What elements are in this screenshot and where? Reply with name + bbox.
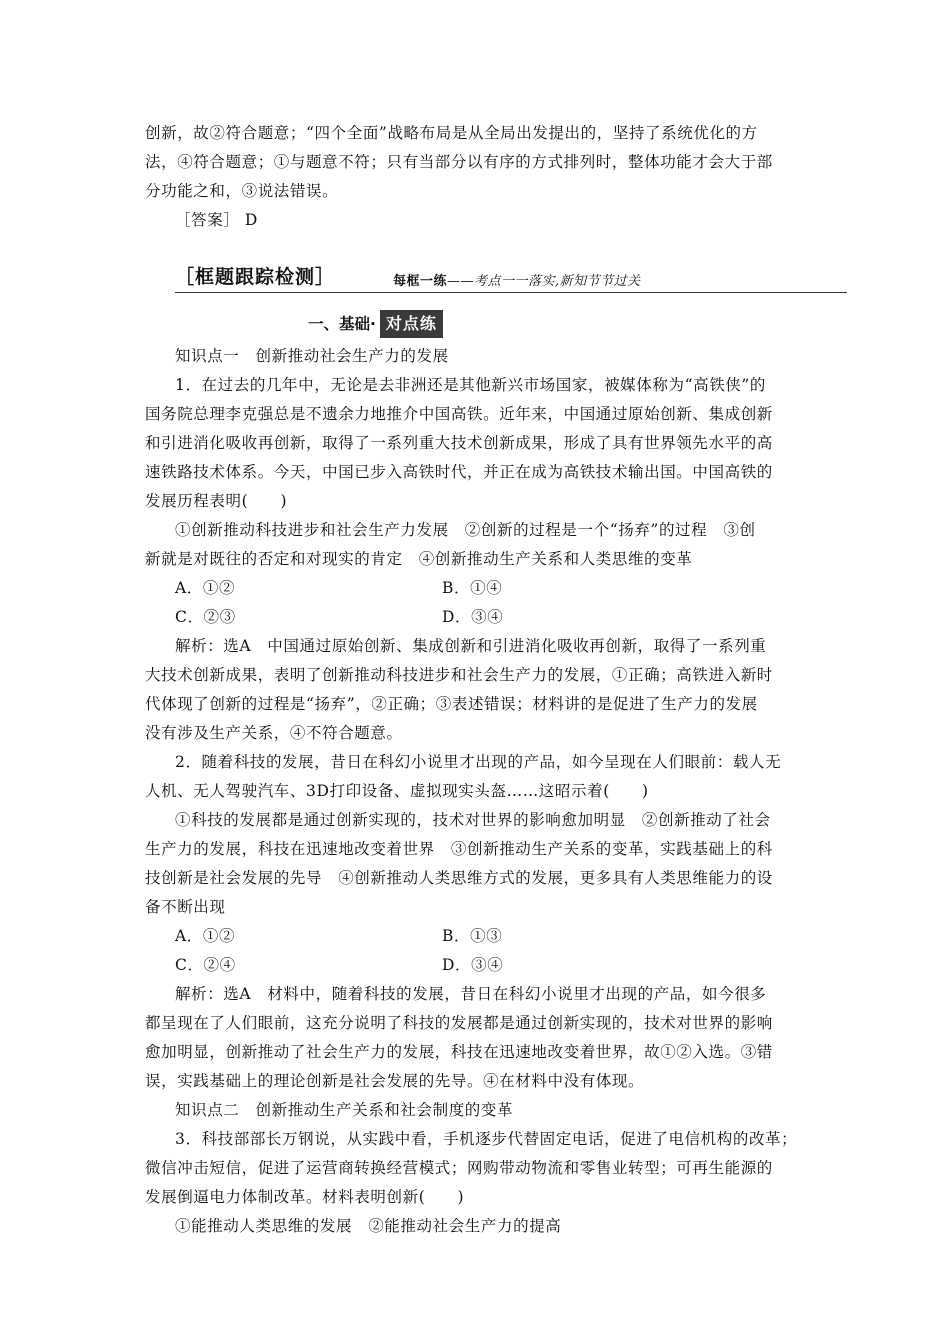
intro-line: 创新，故②符合题意；“四个全面”战略布局是从全局出发提出的，坚持了系统优化的方 — [145, 124, 758, 142]
q3-line: 微信冲击短信，促进了运营商转换经营模式；网购带动物流和零售业转型；可再生能源的 — [145, 1159, 773, 1177]
section-subtitle — [393, 270, 641, 289]
q2-line: 2．随着科技的发展，昔日在科幻小说里才出现的产品，如今呈现在人们眼前：载人无 — [175, 753, 782, 771]
q2-statement: 备不断出现 — [145, 898, 226, 916]
q2-statement: ①科技的发展都是通过创新实现的，技术对世界的影响愈加明显 ②创新推动了社会 — [175, 811, 771, 829]
q1-statement: ①创新推动科技进步和社会生产力发展 ②创新的过程是一个“扬弃”的过程 ③创 — [175, 521, 756, 539]
q2-option-d: D．③④ — [442, 956, 504, 974]
q3-statement: ①能推动人类思维的发展 ②能推动社会生产力的提高 — [175, 1217, 562, 1235]
sub-heading — [308, 310, 443, 338]
knowledge-point-2: 知识点二 创新推动生产关系和社会制度的变革 — [175, 1101, 514, 1119]
q1-analysis: 解析：选A 中国通过原始创新、集成创新和引进消化吸收再创新，取得了一系列重 — [175, 637, 767, 655]
q2-analysis: 误，实践基础上的理论创新是社会发展的先导。④在材料中没有体现。 — [145, 1072, 645, 1090]
q1-analysis: 代体现了创新的过程是“扬弃”，②正确；③表述错误；材料讲的是促进了生产力的发展 — [145, 695, 758, 713]
q3-line: 发展倒逼电力体制改革。材料表明创新( ) — [145, 1188, 465, 1206]
q2-option-a: A．①② — [175, 927, 236, 945]
sub-heading-prefix: 一、基础· — [308, 315, 376, 333]
q1-statement: 新就是对既往的否定和对现实的肯定 ④创新推动生产关系和人类思维的变革 — [145, 550, 693, 568]
section-header — [175, 262, 847, 293]
q1-line: 速铁路技术体系。今天，中国已步入高铁时代，并正在成为高铁技术输出国。中国高铁的 — [145, 463, 773, 481]
q1-analysis: 大技术创新成果，表明了创新推动科技进步和社会生产力的发展，①正确；高铁进入新时 — [145, 666, 773, 684]
q1-line: 1．在过去的几年中，无论是去非洲还是其他新兴市场国家，被媒体称为“高铁侠”的 — [175, 376, 767, 394]
q2-analysis: 愈加明显，创新推动了社会生产力的发展，科技在迅速地改变着世界，故①②入选。③错 — [145, 1043, 773, 1061]
q1-analysis: 没有涉及生产关系，④不符合题意。 — [145, 724, 403, 742]
knowledge-point-1: 知识点一 创新推动社会生产力的发展 — [175, 347, 449, 365]
q2-statement: 技创新是社会发展的先导 ④创新推动人类思维方式的发展，更多具有人类思维能力的设 — [145, 869, 773, 887]
q2-analysis: 解析：选A 材料中，随着科技的发展，昔日在科幻小说里才出现的产品，如今很多 — [175, 985, 767, 1003]
intro-line: 法，④符合题意；①与题意不符；只有当部分以有序的方式排列时，整体功能才会大于部 — [145, 153, 773, 171]
section-subtitle-rest: ——考点一一落实,新知节节过关 — [447, 274, 641, 289]
q2-statement: 生产力的发展，科技在迅速地改变着世界 ③创新推动生产关系的变革，实践基础上的科 — [145, 840, 773, 858]
answer-line: ［答案］ D — [175, 211, 258, 229]
q1-option-d: D．③④ — [442, 608, 504, 626]
section-title: ［框题跟踪检测］ — [175, 266, 336, 288]
q1-option-b: B．①④ — [442, 579, 503, 597]
section-subtitle-bold: 每框一练 — [393, 274, 448, 289]
q2-analysis: 都呈现在了人们眼前，这充分说明了科技的发展都是通过创新实现的，技术对世界的影响 — [145, 1014, 773, 1032]
q2-option-b: B．①③ — [442, 927, 503, 945]
q1-line: 和引进消化吸收再创新，取得了一系列重大技术创新成果，形成了具有世界领先水平的高 — [145, 434, 773, 452]
q2-option-c: C．②④ — [175, 956, 236, 974]
q1-option-a: A．①② — [175, 579, 236, 597]
q1-line: 国务院总理李克强总是不遗余力地推介中国高铁。近年来，中国通过原始创新、集成创新 — [145, 405, 773, 423]
sub-heading-badge: 对点练 — [380, 310, 443, 338]
intro-line: 分功能之和，③说法错误。 — [145, 182, 339, 200]
q3-line: 3．科技部部长万钢说，从实践中看，手机逐步代替固定电话，促进了电信机构的改革； — [175, 1130, 798, 1148]
q1-option-c: C．②③ — [175, 608, 236, 626]
q1-line: 发展历程表明( ) — [145, 492, 288, 510]
q2-line: 人机、无人驾驶汽车、3D打印设备、虚拟现实头盔……这昭示着( ) — [145, 782, 649, 800]
